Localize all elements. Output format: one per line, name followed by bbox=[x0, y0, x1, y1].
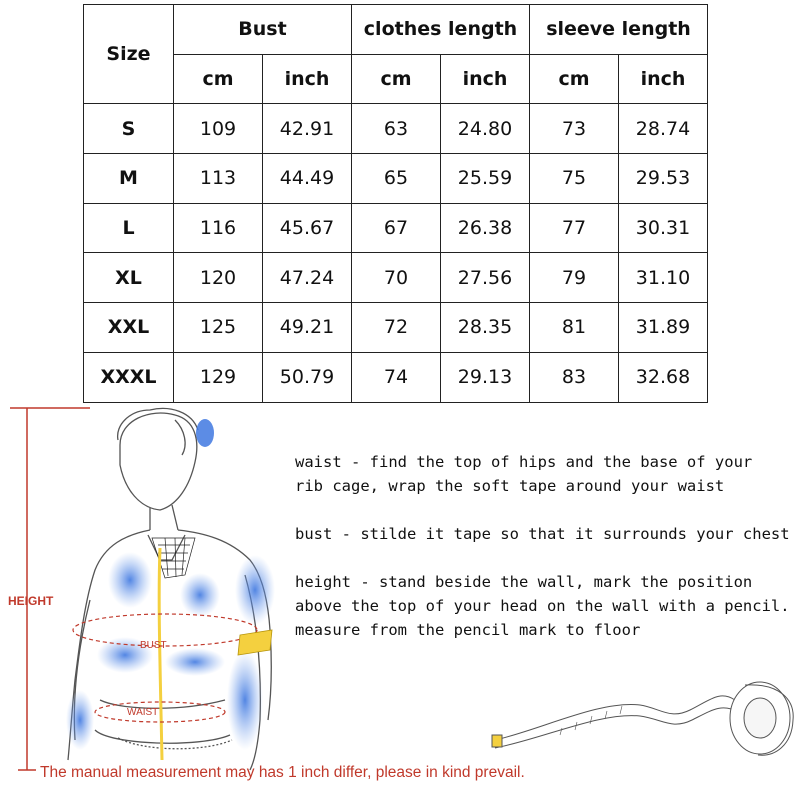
bust-label: BUST bbox=[140, 640, 167, 651]
table-cell: 27.56 bbox=[441, 253, 530, 303]
waist-instruction bbox=[295, 450, 795, 498]
unit-header: cm bbox=[352, 54, 441, 104]
waist-label: WAIST bbox=[127, 707, 159, 718]
measurement-note: The manual measurement may has 1 inch differ, please in kind prevail. bbox=[40, 764, 525, 781]
sleeve-length-header: sleeve length bbox=[530, 5, 708, 55]
table-cell: 67 bbox=[352, 203, 441, 253]
table-cell: 26.38 bbox=[441, 203, 530, 253]
table-cell: 25.59 bbox=[441, 154, 530, 204]
size-cell: XXXL bbox=[84, 352, 174, 402]
size-cell: S bbox=[84, 104, 174, 154]
table-row bbox=[84, 203, 708, 253]
height-instruction-line: height - stand beside the wall, mark the position bbox=[295, 573, 753, 591]
table-cell: 29.53 bbox=[619, 154, 708, 204]
table-cell: 120 bbox=[174, 253, 263, 303]
group-header-row bbox=[84, 5, 708, 55]
table-cell: 125 bbox=[174, 303, 263, 353]
waist-instruction-line: waist - find the top of hips and the base of your bbox=[295, 453, 753, 471]
unit-header: cm bbox=[530, 54, 619, 104]
table-cell: 28.74 bbox=[619, 104, 708, 154]
table-cell: 77 bbox=[530, 203, 619, 253]
table-cell: 30.31 bbox=[619, 203, 708, 253]
size-chart-table bbox=[83, 4, 708, 403]
table-cell: 83 bbox=[530, 352, 619, 402]
table-row bbox=[84, 154, 708, 204]
unit-header: inch bbox=[441, 54, 530, 104]
size-cell: XXL bbox=[84, 303, 174, 353]
unit-header: inch bbox=[263, 54, 352, 104]
table-cell: 49.21 bbox=[263, 303, 352, 353]
table-cell: 45.67 bbox=[263, 203, 352, 253]
table-cell: 44.49 bbox=[263, 154, 352, 204]
unit-header-row bbox=[84, 54, 708, 104]
tape-measure bbox=[492, 682, 793, 755]
table-cell: 70 bbox=[352, 253, 441, 303]
table-cell: 81 bbox=[530, 303, 619, 353]
size-header: Size bbox=[84, 5, 174, 104]
table-row bbox=[84, 303, 708, 353]
table-cell: 65 bbox=[352, 154, 441, 204]
measurement-instructions bbox=[295, 450, 795, 666]
height-instruction-line: above the top of your head on the wall with a pencil. bbox=[295, 597, 790, 615]
table-cell: 24.80 bbox=[441, 104, 530, 154]
clothes-length-header: clothes length bbox=[352, 5, 530, 55]
blue-shading bbox=[66, 419, 275, 750]
table-cell: 113 bbox=[174, 154, 263, 204]
table-cell: 73 bbox=[530, 104, 619, 154]
table-cell: 42.91 bbox=[263, 104, 352, 154]
height-label: HEIGHT bbox=[8, 594, 54, 608]
height-instruction-line: measure from the pencil mark to floor bbox=[295, 621, 641, 639]
table-cell: 32.68 bbox=[619, 352, 708, 402]
table-row bbox=[84, 352, 708, 402]
table-row bbox=[84, 253, 708, 303]
table-cell: 79 bbox=[530, 253, 619, 303]
table-cell: 75 bbox=[530, 154, 619, 204]
waist-instruction-line: rib cage, wrap the soft tape around your waist bbox=[295, 477, 725, 495]
bust-instruction: bust - stilde it tape so that it surrounds your chest bbox=[295, 525, 790, 543]
table-cell: 109 bbox=[174, 104, 263, 154]
table-cell: 129 bbox=[174, 352, 263, 402]
table-cell: 31.10 bbox=[619, 253, 708, 303]
table-cell: 63 bbox=[352, 104, 441, 154]
table-cell: 116 bbox=[174, 203, 263, 253]
table-cell: 50.79 bbox=[263, 352, 352, 402]
size-cell: M bbox=[84, 154, 174, 204]
table-row bbox=[84, 104, 708, 154]
unit-header: cm bbox=[174, 54, 263, 104]
table-cell: 29.13 bbox=[441, 352, 530, 402]
zipper-line bbox=[159, 548, 162, 760]
height-instruction bbox=[295, 570, 795, 642]
table-cell: 74 bbox=[352, 352, 441, 402]
unit-header: inch bbox=[619, 54, 708, 104]
size-cell: XL bbox=[84, 253, 174, 303]
table-cell: 47.24 bbox=[263, 253, 352, 303]
table-cell: 72 bbox=[352, 303, 441, 353]
table-cell: 28.35 bbox=[441, 303, 530, 353]
size-cell: L bbox=[84, 203, 174, 253]
bust-header: Bust bbox=[174, 5, 352, 55]
table-cell: 31.89 bbox=[619, 303, 708, 353]
